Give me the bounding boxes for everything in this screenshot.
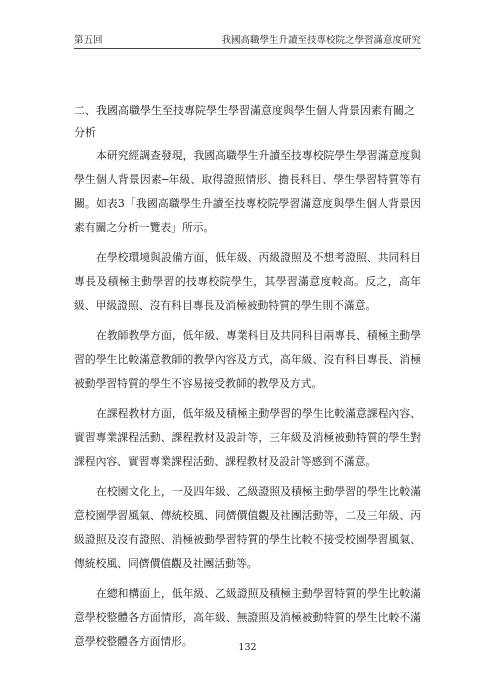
paragraph: 在教師教學方面，低年級、專業科目及共同科目兩專長、積極主動學習的學生比較滿意教師的教學內容及方式，高年級、沒有科目專長、消極被動學習特質的學生不容易接受教師的教學及方式。: [74, 329, 421, 390]
header-title: 我國高職學生升讀至技專校院之學習滿意度研究: [221, 35, 421, 46]
paragraph: 本研究經調查發現，我國高職學生升讀至技專校院學生學習滿意度與學生個人背景因素─年級、取得證照情形、擔長科目、學生學習特質等有關。如表3「我國高職學生升讀至技專校院學習滿意度與學生個人背景因素有關之分析一覽表」所示。: [74, 149, 421, 234]
paragraph: 在學校環境與設備方面，低年級、丙級證照及不想考證照、共同科目專長及積極主動學習的技專校院學生，其學習滿意度較高。反之，高年級、甲級證照、沒有科目專長及消極被動特質的學生則不滿意。: [74, 251, 421, 312]
body-content: [74, 100, 421, 660]
section-heading: 二、我國高職學生至技專院學生學習滿意度與學生個人背景因素有關之分析: [74, 104, 415, 139]
page-number: 132: [238, 642, 257, 653]
running-header: [74, 34, 421, 49]
paragraph: 在課程教材方面，低年級及積極主動學習的學生比較滿意課程內容、實習專業課程活動、課程教材及設計等，三年級及消極被動特質的學生對課程內容、實習專業課程活動、課程教材及設計等感到不滿意。: [74, 407, 421, 468]
paragraph: 在校園文化上，一及四年級、乙級證照及積極主動學習的學生比較滿意校園學習風氣、傳統校風、同儕價值觀及社團活動等，二及三年級、丙級證照及沒有證照、消極被動學習特質的學生比較不接受校園學習風氣、傳統校風、同儕價值觀及社團活動等。: [74, 485, 421, 570]
header-chapter: 第五回: [74, 35, 103, 46]
paragraph: 在總和構面上，低年級、乙級證照及積極主動學習特質的學生比較滿意學校整體各方面情形，高年級、無證照及消極被動特質的學生比較不滿意學校整體各方面情形。: [74, 587, 421, 648]
